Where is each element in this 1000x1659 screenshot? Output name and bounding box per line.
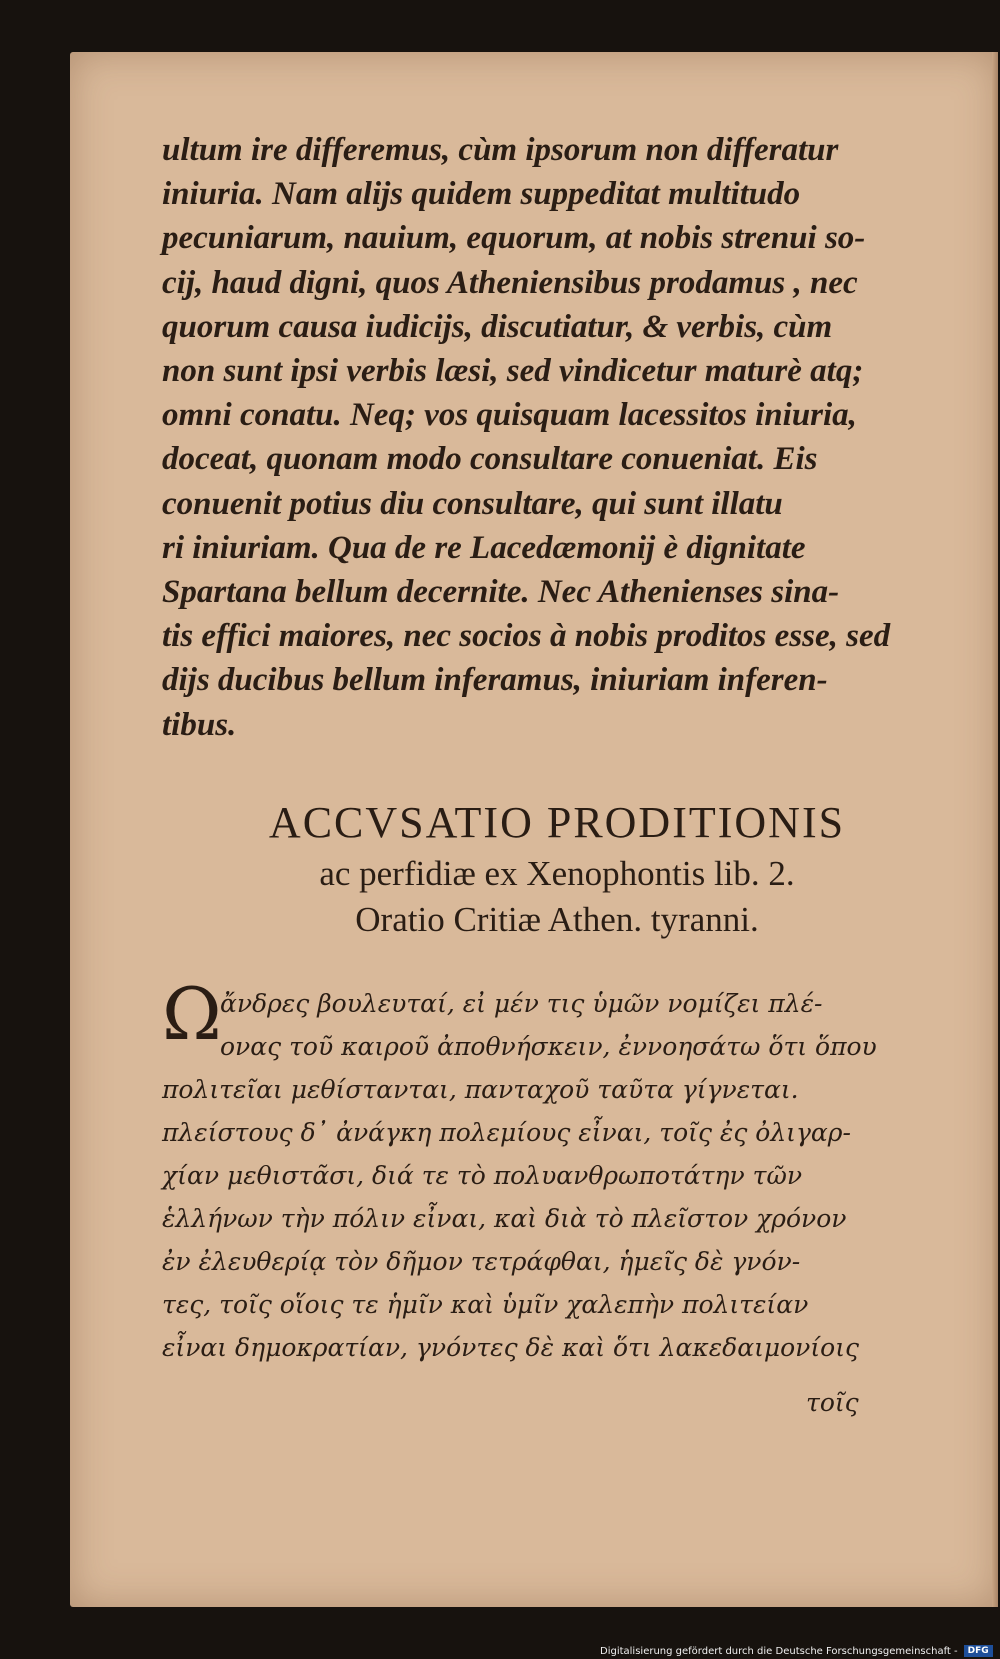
greek-line: εἶναι δημοκρατίαν, γνόντες δὲ καὶ ὅτι λακεδαιμονίοις — [162, 1333, 860, 1362]
greek-text-block — [162, 982, 942, 1369]
latin-line: ultum ire differemus, cùm ipsorum non differatur — [162, 132, 839, 168]
section-heading — [172, 795, 942, 943]
dfg-logo: DFG — [964, 1645, 993, 1657]
latin-line: doceat, quonam modo consultare conueniat. Eis — [162, 441, 818, 478]
latin-line: dijs ducibus bellum inferamus, iniuriam inferen- — [162, 662, 828, 699]
footer-bar — [600, 1643, 993, 1659]
greek-line: ἑλλήνων τὴν πόλιν εἶναι, καὶ διὰ τὸ πλεῖστον χρόνον — [162, 1204, 847, 1233]
latin-line: conuenit potius diu consultare, qui sunt illatu — [162, 485, 783, 522]
latin-line: pecuniarum, nauium, equorum, at nobis strenui so- — [162, 220, 866, 257]
latin-line: quorum causa iudicijs, discutiatur, & verbis, cùm — [162, 308, 833, 345]
latin-line: non sunt ipsi verbis læsi, sed vindicetur maturè atq; — [162, 353, 864, 390]
heading-oration: Oratio Critiæ Athen. tyranni. — [355, 900, 759, 939]
greek-line: ἄνδρες βουλευταί, εἰ μέν τις ὑμῶν νομίζει πλέ- — [220, 989, 823, 1018]
latin-line: iniuria. Nam alijs quidem suppeditat multitudo — [162, 176, 801, 213]
latin-line: Spartana bellum decernite. Nec Athenienses sina- — [162, 574, 840, 611]
footer-credit: Digitalisierung gefördert durch die Deutsche Forschungsgemeinschaft - — [600, 1645, 958, 1657]
page-edge — [992, 52, 998, 1607]
latin-text-block — [162, 128, 942, 747]
greek-line: τες, τοῖς οἵοις τε ἡμῖν καὶ ὑμῖν χαλεπὴν πολιτείαν — [162, 1290, 809, 1319]
greek-line: πλείστους δ᾽ ἀνάγκη πολεμίους εἶναι, τοῖς ἐς ὀλιγαρ- — [162, 1118, 851, 1147]
heading-subtitle: ac perfidiæ ex Xenophontis lib. 2. — [319, 854, 795, 893]
greek-line: πολιτεῖαι μεθίστανται, πανταχοῦ ταῦτα γίγνεται. — [162, 1075, 799, 1104]
greek-line: ἐν ἐλευθερίᾳ τὸν δῆμον τετράφθαι, ἡμεῖς δὲ γνόν- — [162, 1247, 801, 1276]
greek-line: ονας τοῦ καιροῦ ἀποθνήσκειν, ἐννοησάτω ὅτι ὅπου — [220, 1032, 877, 1061]
heading-title: ACCVSATIO PRODITIONIS — [268, 798, 846, 847]
latin-line: tibus. — [162, 706, 237, 743]
drop-cap-omega: Ω — [162, 972, 222, 1056]
latin-line: omni conatu. Neq; vos quisquam lacessitos iniuria, — [162, 397, 857, 434]
latin-line: tis effici maiores, nec socios à nobis proditos esse, sed — [162, 618, 891, 655]
latin-line: cij, haud digni, quos Atheniensibus prodamus , nec — [162, 264, 858, 301]
greek-line: χίαν μεθιστᾶσι, διά τε τὸ πολυανθρωποτάτην τῶν — [162, 1161, 803, 1190]
catchword: τοῖς — [806, 1388, 859, 1417]
latin-line: ri iniuriam. Qua de re Lacedæmonij è dignitate — [162, 529, 806, 566]
